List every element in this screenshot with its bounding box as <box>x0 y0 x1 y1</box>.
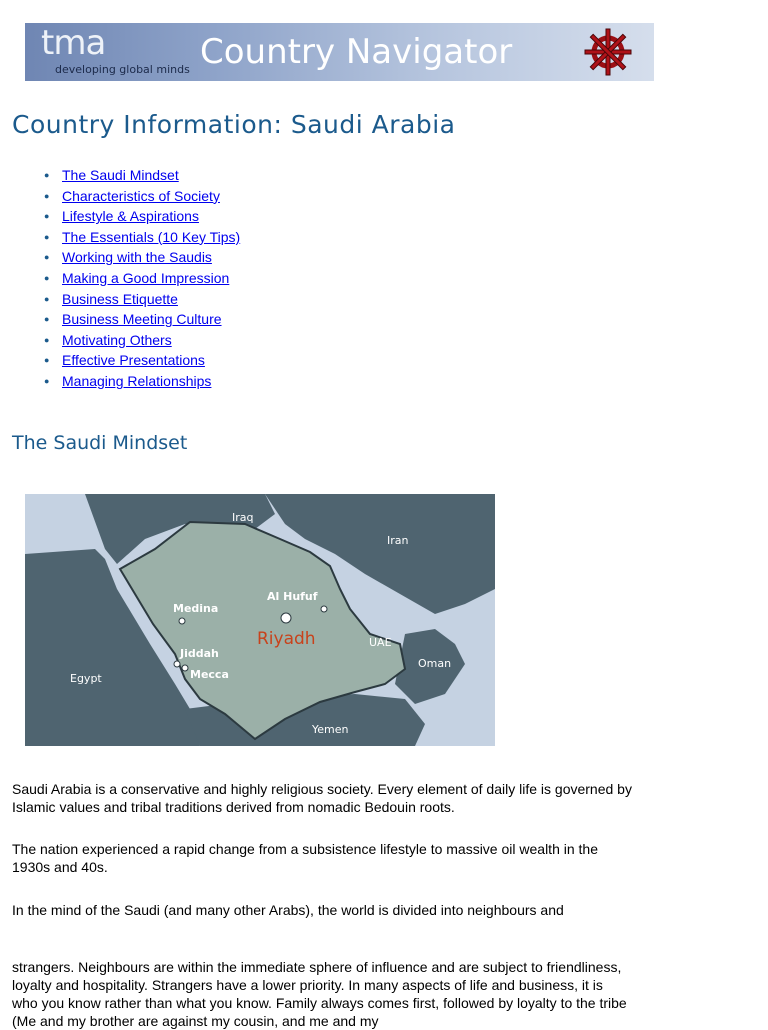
toc-item <box>44 247 240 268</box>
table-of-contents <box>44 165 240 392</box>
page-title: Country Information: Saudi Arabia <box>12 110 456 139</box>
toc-item <box>44 186 240 207</box>
toc-link-characteristics-of-society[interactable]: Characteristics of Society <box>62 187 220 204</box>
map-marker-mecca <box>182 665 188 671</box>
banner-title: Country Navigator <box>200 32 513 72</box>
toc-link-good-impression[interactable]: Making a Good Impression <box>62 269 230 286</box>
map-label-mecca: Mecca <box>190 668 229 681</box>
paragraph-strangers: strangers. Neighbours are within the immediate sphere of influence and are subject to friendliness, loyalty and hospitality. Strangers have a lower priority. In many aspects of life and business, it is who you know rather than what you know. Family always comes first, followed by loyalty to the tribe (Me and my brother are against my cousin, and me and my <box>12 959 627 1029</box>
toc-link-motivating-others[interactable]: Motivating Others <box>62 331 172 348</box>
tma-logo: tma <box>41 23 106 63</box>
paragraph-oil-wealth: The nation experienced a rapid change from a subsistence lifestyle to massive oil wealth in the 1930s and 40s. <box>12 841 598 875</box>
map-label-uae: UAE <box>369 636 392 649</box>
bullet-icon: ● <box>44 375 50 386</box>
toc-item <box>44 227 240 248</box>
paragraph-intro: Saudi Arabia is a conservative and highly religious society. Every element of daily life is governed by Islamic values and tribal traditions derived from nomadic Bedouin roots. <box>12 781 632 815</box>
paragraph-neighbours: In the mind of the Saudi (and many other Arabs), the world is divided into neighbours and <box>12 902 564 918</box>
toc-item <box>44 330 240 351</box>
bullet-icon: ● <box>44 211 50 222</box>
map-label-riyadh: Riyadh <box>257 629 316 649</box>
bullet-icon: ● <box>44 314 50 325</box>
toc-item <box>44 289 240 310</box>
toc-item <box>44 309 240 330</box>
map-marker-al-hufuf <box>321 606 327 612</box>
section-title: The Saudi Mindset <box>12 432 188 454</box>
bullet-icon: ● <box>44 231 50 242</box>
map-label-iran: Iran <box>387 534 409 547</box>
map-marker-jiddah <box>174 661 180 667</box>
map-label-iraq: Iraq <box>232 511 254 524</box>
map-label-medina: Medina <box>173 602 219 615</box>
map-marker-riyadh <box>281 613 291 623</box>
map-label-egypt: Egypt <box>70 672 102 685</box>
bullet-icon: ● <box>44 170 50 180</box>
toc-link-business-etiquette[interactable]: Business Etiquette <box>62 290 178 307</box>
toc-link-business-meeting-culture[interactable]: Business Meeting Culture <box>62 311 222 328</box>
toc-item <box>44 350 240 371</box>
bullet-icon: ● <box>44 293 50 304</box>
toc-item <box>44 206 240 227</box>
bullet-icon: ● <box>44 252 50 263</box>
map-marker-medina <box>179 618 185 624</box>
toc-item <box>44 268 240 289</box>
bullet-icon: ● <box>44 190 50 201</box>
map-label-oman: Oman <box>418 657 452 670</box>
saudi-arabia-map <box>25 494 495 746</box>
toc-item <box>44 371 240 392</box>
toc-link-effective-presentations[interactable]: Effective Presentations <box>62 352 205 369</box>
bullet-icon: ● <box>44 334 50 345</box>
tagline: developing global minds <box>55 63 190 76</box>
map-label-al-hufuf: Al Hufuf <box>267 590 318 603</box>
toc-link-saudi-mindset[interactable]: The Saudi Mindset <box>62 167 179 183</box>
country-navigator-banner <box>25 23 654 81</box>
toc-link-working-with-saudis[interactable]: Working with the Saudis <box>62 249 212 266</box>
bullet-icon: ● <box>44 272 50 283</box>
toc-link-essentials[interactable]: The Essentials (10 Key Tips) <box>62 228 241 245</box>
bullet-icon: ● <box>44 355 50 366</box>
toc-link-lifestyle-aspirations[interactable]: Lifestyle & Aspirations <box>62 208 199 225</box>
toc-link-managing-relationships[interactable]: Managing Relationships <box>62 372 212 389</box>
map-label-yemen: Yemen <box>312 723 349 736</box>
toc-item <box>44 165 240 186</box>
map-label-jiddah: Jiddah <box>180 647 219 660</box>
wheel-emblem-icon <box>583 27 633 77</box>
